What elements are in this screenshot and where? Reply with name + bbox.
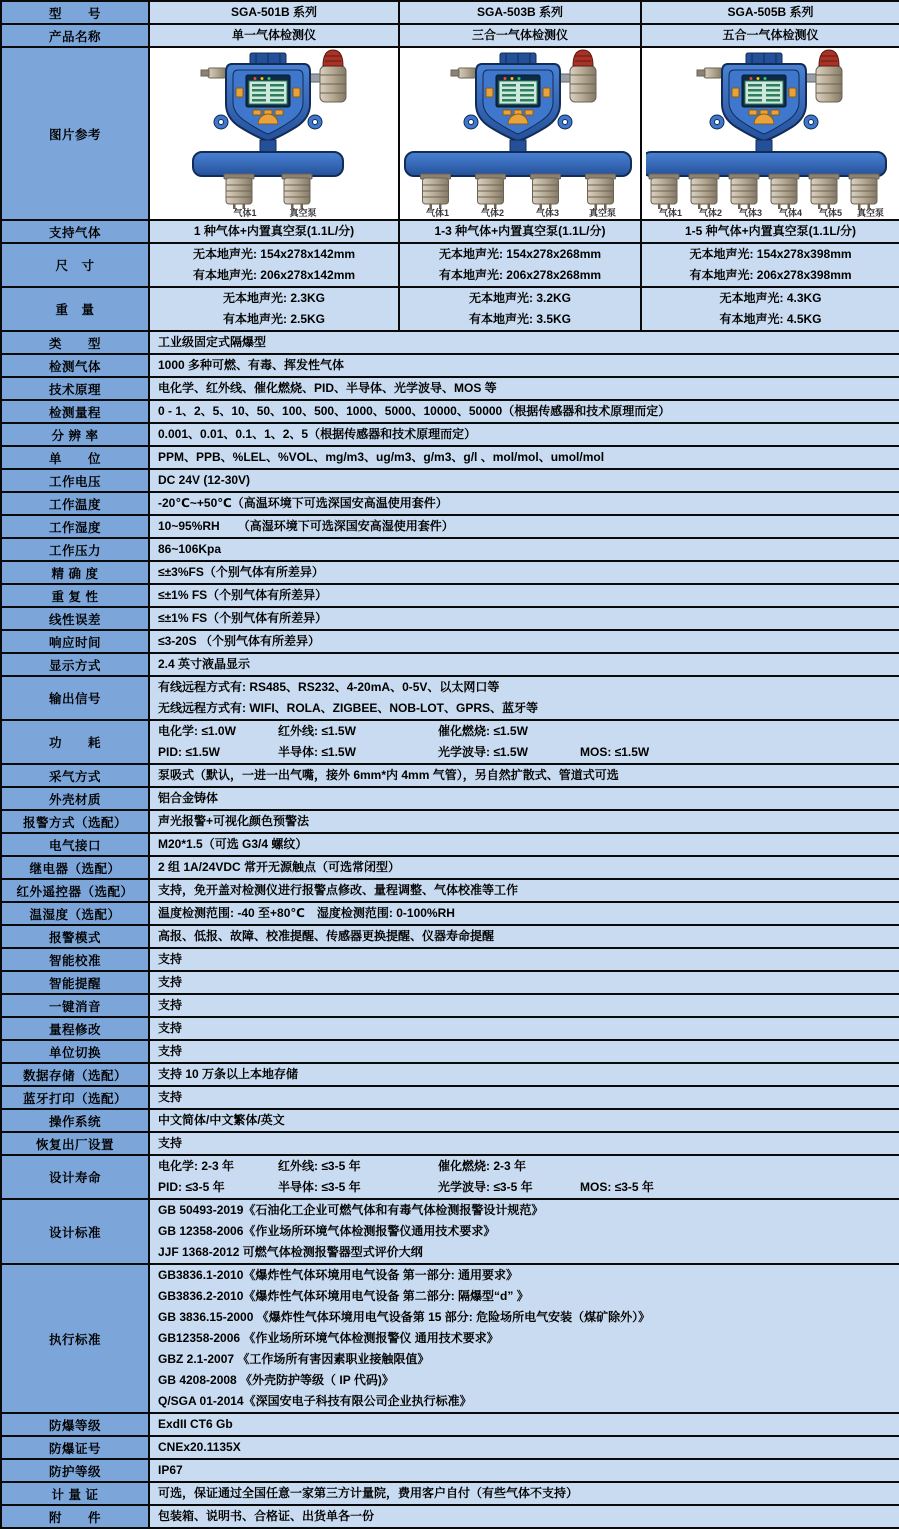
spec-value: M20*1.5（可选 G3/4 螺纹） xyxy=(158,837,308,851)
spec-value: ≤±1% FS（个别气体有所差异） xyxy=(158,588,328,602)
spec-value: 有本地声光: 206x278x398mm xyxy=(689,268,852,282)
spec-value: 1 种气体+内置真空泵(1.1L/分) xyxy=(193,224,355,238)
spec-segment: PID: ≤3-5 年 xyxy=(158,1180,225,1194)
sensor-label: 真空泵 xyxy=(588,208,616,218)
table-row xyxy=(1,902,899,925)
spec-value: 1000 多种可燃、有毒、挥发性气体 xyxy=(158,358,345,372)
table-row xyxy=(1,879,899,902)
device-illustration xyxy=(646,48,896,211)
table-row xyxy=(1,492,899,515)
row-label: 采气方式 xyxy=(1,764,149,787)
spec-cell xyxy=(149,1063,899,1086)
spec-cell xyxy=(149,994,899,1017)
spec-value: 可选，保证通过全国任意一家第三方计量院，费用客户自付（有些气体不支持） xyxy=(158,1486,579,1500)
row-label: 类 型 xyxy=(1,331,149,354)
spec-value: GB 3836.15-2000 《爆炸性气体环境用电气设备第 15 部分: 危险场所电气安装（煤矿除外）》 xyxy=(158,1310,651,1324)
spec-value: 有本地声光: 4.5KG xyxy=(719,312,822,326)
spec-cell xyxy=(149,1505,899,1528)
table-row xyxy=(1,1413,899,1436)
table-row xyxy=(1,653,899,676)
spec-value: 10~95%RH （高湿环境下可选深国安高湿使用套件） xyxy=(158,519,454,533)
table-row xyxy=(1,948,899,971)
row-label: 恢复出厂设置 xyxy=(1,1132,149,1155)
table-row xyxy=(1,446,899,469)
spec-value: 支持，免开盖对检测仪进行报警点修改、量程调整、气体校准等工作 xyxy=(158,883,519,897)
spec-cell xyxy=(149,1436,899,1459)
spec-cell xyxy=(149,653,899,676)
table-row xyxy=(1,561,899,584)
spec-cell xyxy=(149,1482,899,1505)
spec-cell xyxy=(399,243,641,287)
sensor-label: 气体2 xyxy=(480,208,504,218)
spec-value: 泵吸式（默认，一进一出气嘴，接外 6mm*内 4mm 气管），另自然扩散式、管道式可选 xyxy=(158,768,619,782)
table-row xyxy=(1,1,899,24)
spec-cell xyxy=(641,287,899,331)
spec-value: SGA-501B 系列 xyxy=(230,5,318,19)
table-row xyxy=(1,47,899,220)
spec-value: 三合一气体检测仪 xyxy=(471,28,568,42)
spec-segment: MOS: ≤3-5 年 xyxy=(580,1180,654,1194)
table-row xyxy=(1,584,899,607)
spec-value: 无本地声光: 154x278x398mm xyxy=(689,247,852,261)
spec-value: 温度检测范围: -40 至+80℃ 湿度检测范围: 0-100%RH xyxy=(158,906,455,920)
table-row xyxy=(1,630,899,653)
table-row xyxy=(1,469,899,492)
spec-value: 86~106Kpa xyxy=(158,542,222,556)
spec-value xyxy=(158,1177,899,1198)
spec-value xyxy=(158,742,899,763)
table-row xyxy=(1,720,899,764)
row-label: 蓝牙打印（选配） xyxy=(1,1086,149,1109)
row-label: 防护等级 xyxy=(1,1459,149,1482)
spec-value: 电化学、红外线、催化燃烧、PID、半导体、光学波导、MOS 等 xyxy=(158,381,497,395)
table-row xyxy=(1,925,899,948)
spec-cell xyxy=(149,1264,899,1413)
table-row xyxy=(1,1017,899,1040)
spec-cell xyxy=(149,1086,899,1109)
table-row xyxy=(1,971,899,994)
spec-cell xyxy=(149,971,899,994)
table-row xyxy=(1,1040,899,1063)
table-row xyxy=(1,994,899,1017)
spec-value: 支持 xyxy=(158,1021,183,1035)
spec-cell xyxy=(399,1,641,24)
spec-value: 0 - 1、2、5、10、50、100、500、1000、5000、10000、50000（根据传感器和技术原理而定） xyxy=(158,404,671,418)
table-row xyxy=(1,1436,899,1459)
spec-value: 支持 10 万条以上本地存储 xyxy=(158,1067,299,1081)
sensor-label: 气体1 xyxy=(425,208,449,218)
row-label: 单位切换 xyxy=(1,1040,149,1063)
spec-cell xyxy=(149,787,899,810)
spec-value: 高报、低报、故障、校准提醒、传感器更换提醒、仪器寿命提醒 xyxy=(158,929,495,943)
sensor-label: 气体3 xyxy=(738,208,762,218)
spec-cell xyxy=(149,446,899,469)
sensor-label: 真空泵 xyxy=(856,208,884,218)
spec-value: DC 24V (12-30V) xyxy=(158,473,251,487)
spec-value: GBZ 2.1-2007 《工作场所有害因素职业接触限值》 xyxy=(158,1352,430,1366)
row-label: 计 量 证 xyxy=(1,1482,149,1505)
table-row xyxy=(1,1155,899,1199)
spec-value: 无本地声光: 154x278x142mm xyxy=(192,247,356,261)
device-illustration xyxy=(400,48,641,211)
spec-cell xyxy=(149,948,899,971)
spec-value: 有线远程方式有: RS485、RS232、4-20mA、0-5V、以太网口等 xyxy=(158,680,500,694)
spec-cell xyxy=(149,287,399,331)
row-label: 技术原理 xyxy=(1,377,149,400)
row-label: 工作压力 xyxy=(1,538,149,561)
table-row xyxy=(1,377,899,400)
spec-value: ≤±1% FS（个别气体有所差异） xyxy=(158,611,328,625)
product-image-cell xyxy=(641,47,899,220)
table-row xyxy=(1,764,899,787)
row-label: 报警方式（选配） xyxy=(1,810,149,833)
table-row xyxy=(1,331,899,354)
spec-value: GB 4208-2008 《外壳防护等级（ IP 代码)》 xyxy=(158,1373,394,1387)
spec-segment: 半导体: ≤3-5 年 xyxy=(278,1180,361,1194)
table-row xyxy=(1,1459,899,1482)
spec-cell xyxy=(149,856,899,879)
row-label: 单 位 xyxy=(1,446,149,469)
spec-cell xyxy=(149,538,899,561)
sensor-label: 气体1 xyxy=(658,208,682,218)
spec-cell xyxy=(149,630,899,653)
row-label: 尺 寸 xyxy=(1,243,149,287)
spec-value: 无本地声光: 154x278x268mm xyxy=(438,247,602,261)
spec-value: 工业级固定式隔爆型 xyxy=(158,335,267,349)
table-row xyxy=(1,220,899,243)
spec-value: 铝合金铸体 xyxy=(158,791,219,805)
table-row xyxy=(1,1505,899,1528)
row-label: 防爆等级 xyxy=(1,1413,149,1436)
spec-cell xyxy=(149,1413,899,1436)
spec-cell xyxy=(149,1109,899,1132)
spec-value: JJF 1368-2012 可燃气体检测报警器型式评价大纲 xyxy=(158,1245,423,1259)
table-row xyxy=(1,1063,899,1086)
spec-cell xyxy=(149,492,899,515)
spec-cell xyxy=(641,24,899,47)
spec-value: CNEx20.1135X xyxy=(158,1440,241,1454)
row-label: 温湿度（选配） xyxy=(1,902,149,925)
table-row xyxy=(1,1264,899,1413)
row-label: 报警模式 xyxy=(1,925,149,948)
spec-value: GB3836.1-2010《爆炸性气体环境用电气设备 第一部分: 通用要求》 xyxy=(158,1268,519,1282)
row-label: 附 件 xyxy=(1,1505,149,1528)
product-image-cell xyxy=(399,47,641,220)
table-row xyxy=(1,538,899,561)
spec-value: SGA-503B 系列 xyxy=(476,5,564,19)
row-label: 设计寿命 xyxy=(1,1155,149,1199)
spec-cell xyxy=(149,469,899,492)
table-row xyxy=(1,243,899,287)
spec-cell xyxy=(149,925,899,948)
table-row xyxy=(1,1132,899,1155)
spec-cell xyxy=(399,287,641,331)
row-label: 操作系统 xyxy=(1,1109,149,1132)
spec-cell xyxy=(149,377,899,400)
spec-value: GB3836.2-2010《爆炸性气体环境用电气设备 第二部分: 隔爆型“d” 》 xyxy=(158,1289,529,1303)
spec-cell xyxy=(149,720,899,764)
table-row xyxy=(1,607,899,630)
table-row xyxy=(1,1109,899,1132)
row-label: 执行标准 xyxy=(1,1264,149,1413)
table-row xyxy=(1,354,899,377)
row-label: 功 耗 xyxy=(1,720,149,764)
table-row xyxy=(1,1482,899,1505)
spec-value: 支持 xyxy=(158,952,183,966)
spec-cell xyxy=(149,331,899,354)
row-label: 智能提醒 xyxy=(1,971,149,994)
sensor-label: 气体5 xyxy=(818,208,842,218)
spec-value: 0.001、0.01、0.1、1、2、5（根据传感器和技术原理而定） xyxy=(158,427,477,441)
spec-cell xyxy=(399,220,641,243)
row-label: 线性误差 xyxy=(1,607,149,630)
table-row xyxy=(1,1199,899,1264)
spec-cell xyxy=(149,515,899,538)
spec-value: 支持 xyxy=(158,998,183,1012)
spec-value: 有本地声光: 2.5KG xyxy=(222,312,325,326)
row-label: 输出信号 xyxy=(1,676,149,720)
table-row xyxy=(1,810,899,833)
spec-value xyxy=(158,1156,899,1177)
spec-value: 声光报警+可视化颜色预警法 xyxy=(158,814,310,828)
row-label: 产品名称 xyxy=(1,24,149,47)
row-label: 检测量程 xyxy=(1,400,149,423)
table-row xyxy=(1,287,899,331)
spec-value: GB 12358-2006《作业场所环境气体检测报警仪通用技术要求》 xyxy=(158,1224,496,1238)
spec-value: 支持 xyxy=(158,1044,183,1058)
spec-cell xyxy=(149,810,899,833)
spec-value: 支持 xyxy=(158,975,183,989)
spec-cell xyxy=(149,354,899,377)
spec-segment: 催化燃烧: ≤1.5W xyxy=(438,724,528,738)
sensor-label: 气体2 xyxy=(698,208,722,218)
spec-cell xyxy=(149,607,899,630)
spec-value: Q/SGA 01-2014《深国安电子科技有限公司企业执行标准》 xyxy=(158,1394,472,1408)
spec-value: 无本地声光: 2.3KG xyxy=(222,291,325,305)
spec-cell xyxy=(149,220,399,243)
spec-cell xyxy=(149,24,399,47)
row-label: 设计标准 xyxy=(1,1199,149,1264)
spec-value: 1-3 种气体+内置真空泵(1.1L/分) xyxy=(434,224,606,238)
row-label: 重 量 xyxy=(1,287,149,331)
spec-cell xyxy=(149,1459,899,1482)
table-row xyxy=(1,833,899,856)
spec-segment: PID: ≤1.5W xyxy=(158,745,220,759)
spec-segment: 光学波导: ≤3-5 年 xyxy=(438,1180,533,1194)
spec-cell xyxy=(149,1017,899,1040)
row-label: 继电器（选配） xyxy=(1,856,149,879)
spec-cell xyxy=(641,220,899,243)
row-label: 智能校准 xyxy=(1,948,149,971)
spec-cell xyxy=(149,561,899,584)
row-label: 分 辨 率 xyxy=(1,423,149,446)
spec-value: 中文简体/中文繁体/英文 xyxy=(158,1113,285,1127)
spec-segment: 红外线: ≤1.5W xyxy=(278,724,356,738)
row-label: 电气接口 xyxy=(1,833,149,856)
row-label: 检测气体 xyxy=(1,354,149,377)
spec-segment: 红外线: ≤3-5 年 xyxy=(278,1159,361,1173)
table-row xyxy=(1,1086,899,1109)
spec-value: 无本地声光: 4.3KG xyxy=(719,291,822,305)
spec-value: IP67 xyxy=(158,1463,183,1477)
spec-cell xyxy=(149,1132,899,1155)
device-illustration xyxy=(150,48,399,211)
spec-value: 无本地声光: 3.2KG xyxy=(468,291,571,305)
spec-value: 1-5 种气体+内置真空泵(1.1L/分) xyxy=(684,224,857,238)
spec-cell xyxy=(149,423,899,446)
spec-value: 支持 xyxy=(158,1136,183,1150)
spec-segment: 光学波导: ≤1.5W xyxy=(438,745,528,759)
spec-cell xyxy=(641,1,899,24)
spec-cell xyxy=(149,764,899,787)
spec-cell xyxy=(149,1155,899,1199)
spec-value: -20℃~+50℃（高温环境下可选深国安高温使用套件） xyxy=(158,496,448,510)
table-row xyxy=(1,515,899,538)
row-label: 工作电压 xyxy=(1,469,149,492)
sensor-label: 气体4 xyxy=(778,208,802,218)
row-label: 工作温度 xyxy=(1,492,149,515)
table-row xyxy=(1,423,899,446)
spec-segment: MOS: ≤1.5W xyxy=(580,745,650,759)
spec-cell xyxy=(399,24,641,47)
spec-value: GB12358-2006 《作业场所环境气体检测报警仪 通用技术要求》 xyxy=(158,1331,499,1345)
sensor-label: 气体1 xyxy=(233,208,257,218)
spec-cell xyxy=(149,243,399,287)
spec-value: 无线远程方式有: WIFI、ROLA、ZIGBEE、NOB-LOT、GPRS、蓝牙等 xyxy=(158,701,538,715)
spec-value: ≤±3%FS（个别气体有所差异） xyxy=(158,565,324,579)
sensor-label: 气体3 xyxy=(535,208,559,218)
row-label: 量程修改 xyxy=(1,1017,149,1040)
spec-segment: 电化学: 2-3 年 xyxy=(158,1159,235,1173)
spec-cell xyxy=(641,243,899,287)
spec-value: PPM、PPB、%LEL、%VOL、mg/m3、ug/m3、g/m3、g/l 、mol/mol、umol/mol xyxy=(158,450,605,464)
spec-value: 2 组 1A/24VDC 常开无源触点（可选常闭型） xyxy=(158,860,401,874)
table-row xyxy=(1,24,899,47)
spec-value: 支持 xyxy=(158,1090,183,1104)
sensor-label: 真空泵 xyxy=(289,208,317,218)
spec-cell xyxy=(149,676,899,720)
spec-cell xyxy=(149,902,899,925)
row-label: 响应时间 xyxy=(1,630,149,653)
table-row xyxy=(1,856,899,879)
spec-value: GB 50493-2019《石油化工企业可燃气体和有毒气体检测报警设计规范》 xyxy=(158,1203,544,1217)
table-row xyxy=(1,676,899,720)
spec-value: ExdII CT6 Gb xyxy=(158,1417,233,1431)
row-label: 精 确 度 xyxy=(1,561,149,584)
spec-cell xyxy=(149,584,899,607)
spec-cell xyxy=(149,879,899,902)
row-label: 工作湿度 xyxy=(1,515,149,538)
spec-value: 有本地声光: 206x278x268mm xyxy=(438,268,602,282)
row-label: 支持气体 xyxy=(1,220,149,243)
spec-cell xyxy=(149,1199,899,1264)
row-label: 防爆证号 xyxy=(1,1436,149,1459)
spec-segment: 半导体: ≤1.5W xyxy=(278,745,356,759)
row-label: 图片参考 xyxy=(1,47,149,220)
row-label: 型 号 xyxy=(1,1,149,24)
table-row xyxy=(1,787,899,810)
spec-value: 包装箱、说明书、合格证、出货单各一份 xyxy=(158,1509,375,1523)
spec-value: ≤3-20S （个别气体有所差异） xyxy=(158,634,320,648)
row-label: 一键消音 xyxy=(1,994,149,1017)
spec-cell xyxy=(149,833,899,856)
row-label: 数据存储（选配） xyxy=(1,1063,149,1086)
spec-value: 单一气体检测仪 xyxy=(231,28,316,42)
spec-value: 有本地声光: 3.5KG xyxy=(468,312,571,326)
spec-value xyxy=(158,721,899,742)
spec-value: 2.4 英寸液晶显示 xyxy=(158,657,251,671)
row-label: 重 复 性 xyxy=(1,584,149,607)
spec-cell xyxy=(149,1040,899,1063)
spec-segment: 电化学: ≤1.0W xyxy=(158,724,236,738)
table-row xyxy=(1,400,899,423)
spec-cell xyxy=(149,400,899,423)
spec-cell xyxy=(149,1,399,24)
row-label: 显示方式 xyxy=(1,653,149,676)
spec-value: 有本地声光: 206x278x142mm xyxy=(192,268,356,282)
spec-segment: 催化燃烧: 2-3 年 xyxy=(438,1159,527,1173)
product-image-cell xyxy=(149,47,399,220)
spec-value: 五合一气体检测仪 xyxy=(722,28,819,42)
row-label: 外壳材质 xyxy=(1,787,149,810)
row-label: 红外遥控器（选配） xyxy=(1,879,149,902)
spec-value: SGA-505B 系列 xyxy=(727,5,814,19)
